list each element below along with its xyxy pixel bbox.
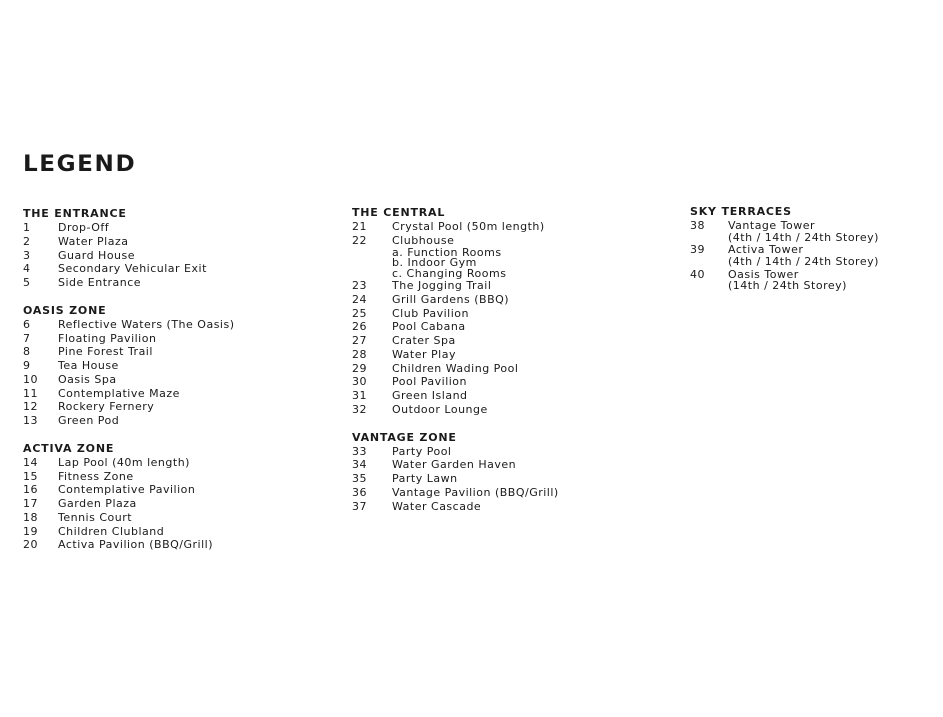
legend-section [23, 442, 235, 552]
legend-section [352, 431, 559, 514]
legend-item [352, 362, 559, 376]
legend-item [23, 538, 235, 552]
legend-item-label: Drop-Off [58, 221, 110, 234]
legend-item [23, 318, 235, 332]
legend-item-number: 18 [23, 510, 38, 524]
legend-item [23, 221, 235, 235]
section-heading: SKY TERRACES [690, 205, 792, 218]
legend-item-label: Side Entrance [58, 276, 142, 289]
legend-item-number: 24 [352, 292, 367, 306]
legend-item [23, 497, 235, 511]
legend-item-number: 22 [352, 233, 367, 247]
legend-item-number: 23 [352, 279, 367, 292]
legend-item-number: 33 [352, 444, 367, 458]
legend-column-3 [690, 205, 879, 306]
legend-item-label: Outdoor Lounge [392, 402, 488, 416]
legend-section [690, 205, 879, 292]
legend-item-number: 4 [23, 262, 31, 276]
legend-item-number: 29 [352, 361, 367, 375]
legend-item-number: 34 [352, 458, 367, 472]
legend-item-label: Party Pool [392, 444, 452, 458]
legend-item-label: Lap Pool (40m length) [58, 455, 190, 469]
legend-item-number: 11 [23, 386, 38, 400]
legend-item [690, 219, 879, 243]
legend-item-number: 16 [23, 483, 38, 497]
section-heading: OASIS ZONE [23, 303, 107, 317]
legend-item-label: Contemplative Pavilion [58, 483, 196, 497]
legend-item-number: 38 [690, 219, 705, 232]
legend-item [352, 307, 559, 321]
legend-item [23, 332, 235, 346]
legend-item-number: 36 [352, 485, 367, 499]
legend-item [23, 345, 235, 359]
legend-item-label: Reflective Waters (The Oasis) [58, 317, 235, 331]
legend-item [690, 243, 879, 267]
legend-item-number: 14 [23, 455, 38, 469]
legend-item-label: Guard House [58, 248, 136, 262]
legend-item [23, 414, 235, 428]
legend-item-number: 27 [352, 334, 367, 347]
legend-item-label: The Jogging Trail [392, 279, 492, 292]
legend-item-label: Children Wading Pool [392, 361, 519, 375]
legend-item [352, 486, 559, 500]
legend-item-number: 37 [352, 499, 367, 513]
legend-item-sublabel: (4th / 14th / 24th Storey) [728, 230, 879, 244]
legend-item [352, 458, 559, 472]
legend-item [352, 500, 559, 514]
legend-item [352, 334, 559, 348]
legend-item-number: 17 [23, 497, 38, 510]
legend-column-2 [352, 206, 559, 527]
legend-item [23, 456, 235, 470]
legend-item [352, 445, 559, 459]
legend-item-number: 12 [23, 400, 38, 414]
legend-item-number: 39 [690, 243, 705, 257]
legend-item-sublabel: a. Function Rooms [392, 245, 502, 259]
legend-item-number: 30 [352, 375, 367, 389]
legend-item [352, 403, 559, 417]
legend-item [23, 359, 235, 373]
legend-item-label: Water Garden Haven [392, 458, 517, 472]
legend-item [352, 375, 559, 389]
legend-item-label: Activa Pavilion (BBQ/Grill) [58, 538, 214, 552]
legend-item-label: Oasis Spa [58, 372, 117, 386]
legend-item-label: Water Play [392, 347, 456, 361]
legend-item-label: Pine Forest Trail [58, 345, 153, 359]
section-heading: ACTIVA ZONE [23, 441, 115, 455]
legend-item-label: Green Island [392, 389, 468, 402]
legend-item [23, 483, 235, 497]
legend-section [23, 304, 235, 428]
legend-item-number: 6 [23, 317, 31, 331]
legend-item-number: 35 [352, 472, 367, 485]
legend-item-label: Tennis Court [58, 510, 133, 524]
legend-item-label: Rockery Fernery [58, 400, 155, 414]
legend-item [352, 279, 559, 293]
legend-item [23, 262, 235, 276]
legend-item [23, 235, 235, 249]
legend-column-1 [23, 207, 235, 566]
legend-item-number: 21 [352, 220, 367, 233]
legend-item-number: 3 [23, 248, 31, 262]
legend-item-number: 28 [352, 347, 367, 361]
legend-item-label: Green Pod [58, 414, 120, 427]
legend-item-number: 10 [23, 372, 38, 386]
legend-item [23, 400, 235, 414]
legend-item-label: Tea House [58, 359, 119, 372]
legend-item-number: 32 [352, 402, 367, 416]
legend-item [352, 293, 559, 307]
section-heading: THE ENTRANCE [23, 207, 127, 220]
legend-item [690, 268, 879, 292]
legend-item-label: Children Clubland [58, 524, 165, 538]
legend-item-label: Contemplative Maze [58, 386, 180, 400]
legend-item [23, 373, 235, 387]
section-heading: THE CENTRAL [352, 206, 446, 219]
legend-item-label: Vantage Pavilion (BBQ/Grill) [392, 485, 559, 499]
legend-item [352, 220, 559, 234]
legend-item-number: 15 [23, 469, 38, 483]
legend-item-label: Oasis Tower [728, 267, 799, 281]
legend-item-number: 2 [23, 234, 31, 248]
legend-item [352, 234, 559, 279]
legend-item-number: 1 [23, 221, 31, 234]
legend-item-label: Party Lawn [392, 472, 458, 485]
legend-item-sublabel: (14th / 24th Storey) [728, 279, 847, 293]
legend-item-label: Water Cascade [392, 499, 482, 513]
legend-item-number: 19 [23, 524, 38, 538]
legend-section [352, 206, 559, 417]
legend-item [352, 389, 559, 403]
legend-item-label: Garden Plaza [58, 497, 137, 510]
legend-title: LEGEND [23, 152, 137, 177]
legend-item-label: Fitness Zone [58, 469, 134, 483]
legend-item-label: Pool Cabana [392, 320, 466, 334]
legend-item-label: Water Plaza [58, 234, 129, 248]
legend-item [23, 276, 235, 290]
legend-item-number: 31 [352, 389, 367, 402]
legend-item [23, 511, 235, 525]
legend-item [352, 320, 559, 334]
legend-item-number: 13 [23, 414, 38, 427]
legend-item-sublabel: (4th / 14th / 24th Storey) [728, 255, 879, 268]
legend-section [23, 207, 235, 290]
legend-item-label: Crater Spa [392, 334, 456, 347]
legend-item-number: 9 [23, 359, 31, 372]
legend-item-label: Secondary Vehicular Exit [58, 262, 207, 276]
legend-item [352, 348, 559, 362]
legend-item-number: 20 [23, 538, 38, 552]
legend-item [23, 470, 235, 484]
legend-item-label: Floating Pavilion [58, 331, 157, 345]
legend-item-sublabel: b. Indoor Gym [392, 256, 477, 269]
legend-item-number: 8 [23, 345, 31, 359]
legend-item-label: Clubhouse [392, 233, 455, 247]
legend-item-label: Activa Tower [728, 243, 804, 257]
legend-item-label: Crystal Pool (50m length) [392, 220, 545, 233]
legend-item-number: 7 [23, 331, 31, 345]
legend-item-label: Pool Pavilion [392, 375, 468, 389]
legend-item-number: 40 [690, 267, 705, 281]
legend-item [23, 387, 235, 401]
legend-item [23, 525, 235, 539]
legend-item-number: 25 [352, 306, 367, 320]
legend-item-number: 5 [23, 276, 31, 289]
legend-item-sublabel: c. Changing Rooms [392, 266, 507, 280]
legend-item-label: Grill Gardens (BBQ) [392, 292, 510, 306]
legend-item-label: Club Pavilion [392, 306, 469, 320]
legend-item [23, 249, 235, 263]
section-heading: VANTAGE ZONE [352, 430, 457, 444]
legend-item [352, 472, 559, 486]
legend-item-number: 26 [352, 320, 367, 334]
legend-item-label: Vantage Tower [728, 219, 816, 232]
